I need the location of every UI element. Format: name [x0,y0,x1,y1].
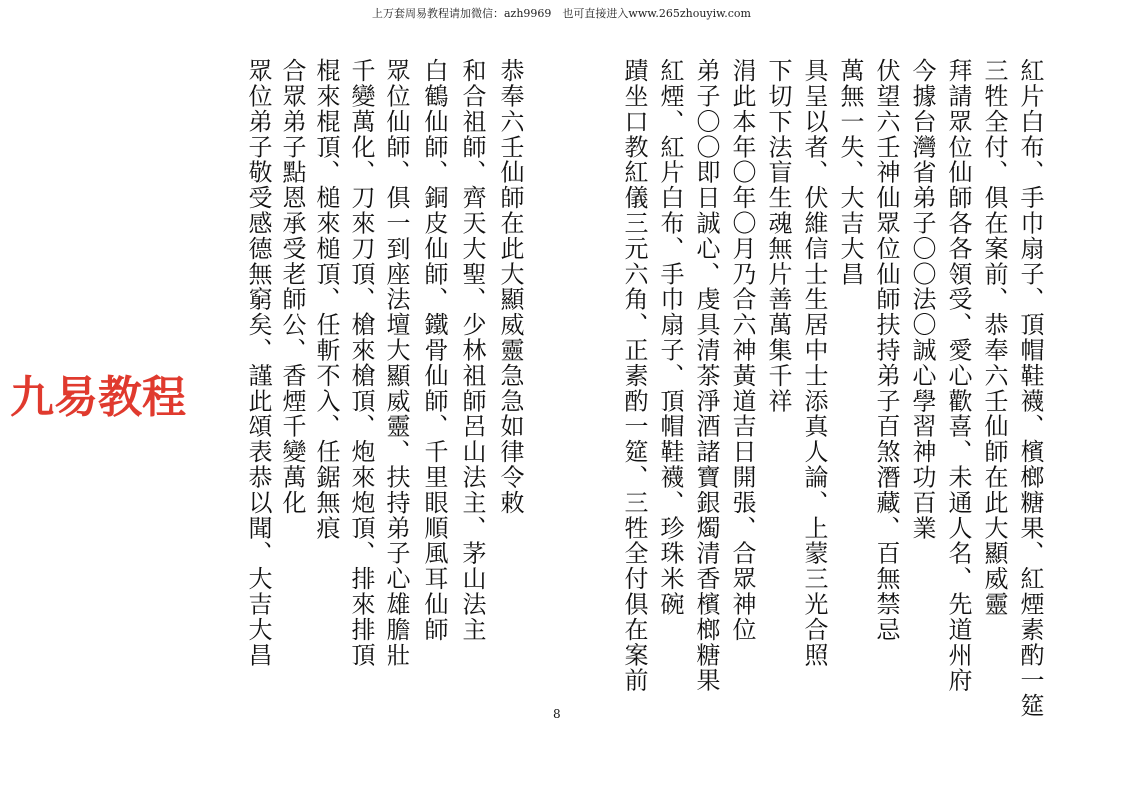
text-column-12: 蹟坐口教紅儀三元六角、正素酌一筵、三牲全付俱在案前 [620,58,648,693]
text-column-20: 眾位弟子敬受感德無窮矣、謹此頌表恭以聞、大吉大昌 [244,58,272,668]
text-column-3: 拜請眾位仙師各各領受、愛心歡喜、未通人名、先道州府 [944,58,972,693]
text-column-11: 紅煙、紅片白布、手巾扇子、頂帽鞋襪、珍珠米碗 [656,58,684,617]
text-column-6: 萬無一失、大吉大昌 [836,58,864,287]
text-column-13: 恭奉六壬仙師在此大顯威靈急急如律令敕 [496,58,524,516]
text-column-1: 紅片白布、手巾扇子、頂帽鞋襪、檳榔糖果、紅煙素酌一筵 [1016,58,1044,719]
text-column-16: 眾位仙師、俱一到座法壇大顯威靈、扶持弟子心雄膽壯 [382,58,410,668]
text-column-9: 涓此本年〇年〇月乃合六神黃道吉日開張、合眾神位 [728,58,756,643]
text-column-17: 千變萬化、刀來刀頂、槍來槍頂、炮來炮頂、排來排頂 [347,58,375,668]
text-column-18: 棍來棍頂、槌來槌頂、任斬不入、任鋸無痕 [312,58,340,541]
text-column-10: 弟子〇〇即日誠心、虔具清茶淨酒諸寶銀燭清香檳榔糖果 [692,58,720,693]
text-column-14: 和合祖師、齊天大聖、少林祖師呂山法主、茅山法主 [458,58,486,643]
text-column-19: 合眾弟子點恩承受老師公、香煙千變萬化 [278,58,306,516]
text-column-8: 下切下法盲生魂無片善萬集千祥 [764,58,792,414]
text-column-2: 三牲全付、俱在案前、恭奉六壬仙師在此大顯威靈 [980,58,1008,617]
text-column-5: 伏望六壬神仙眾位仙師扶持弟子百煞潛藏、百無禁忌 [872,58,900,643]
header-banner: 上万套周易教程请加微信：azh9969 也可直接进入www.265zhouyiw.com [371,7,751,20]
text-column-15: 白鶴仙師、銅皮仙師、鐵骨仙師、千里眼順風耳仙師 [420,58,448,643]
text-column-7: 具呈以者、伏維信士生居中士添真人論、上蒙三光合照 [800,58,828,668]
page-number: 8 [553,707,561,721]
text-column-4: 今據台灣省弟子〇〇法〇誠心學習神功百業 [908,58,936,541]
watermark-logo: 九易教程 [10,372,186,423]
